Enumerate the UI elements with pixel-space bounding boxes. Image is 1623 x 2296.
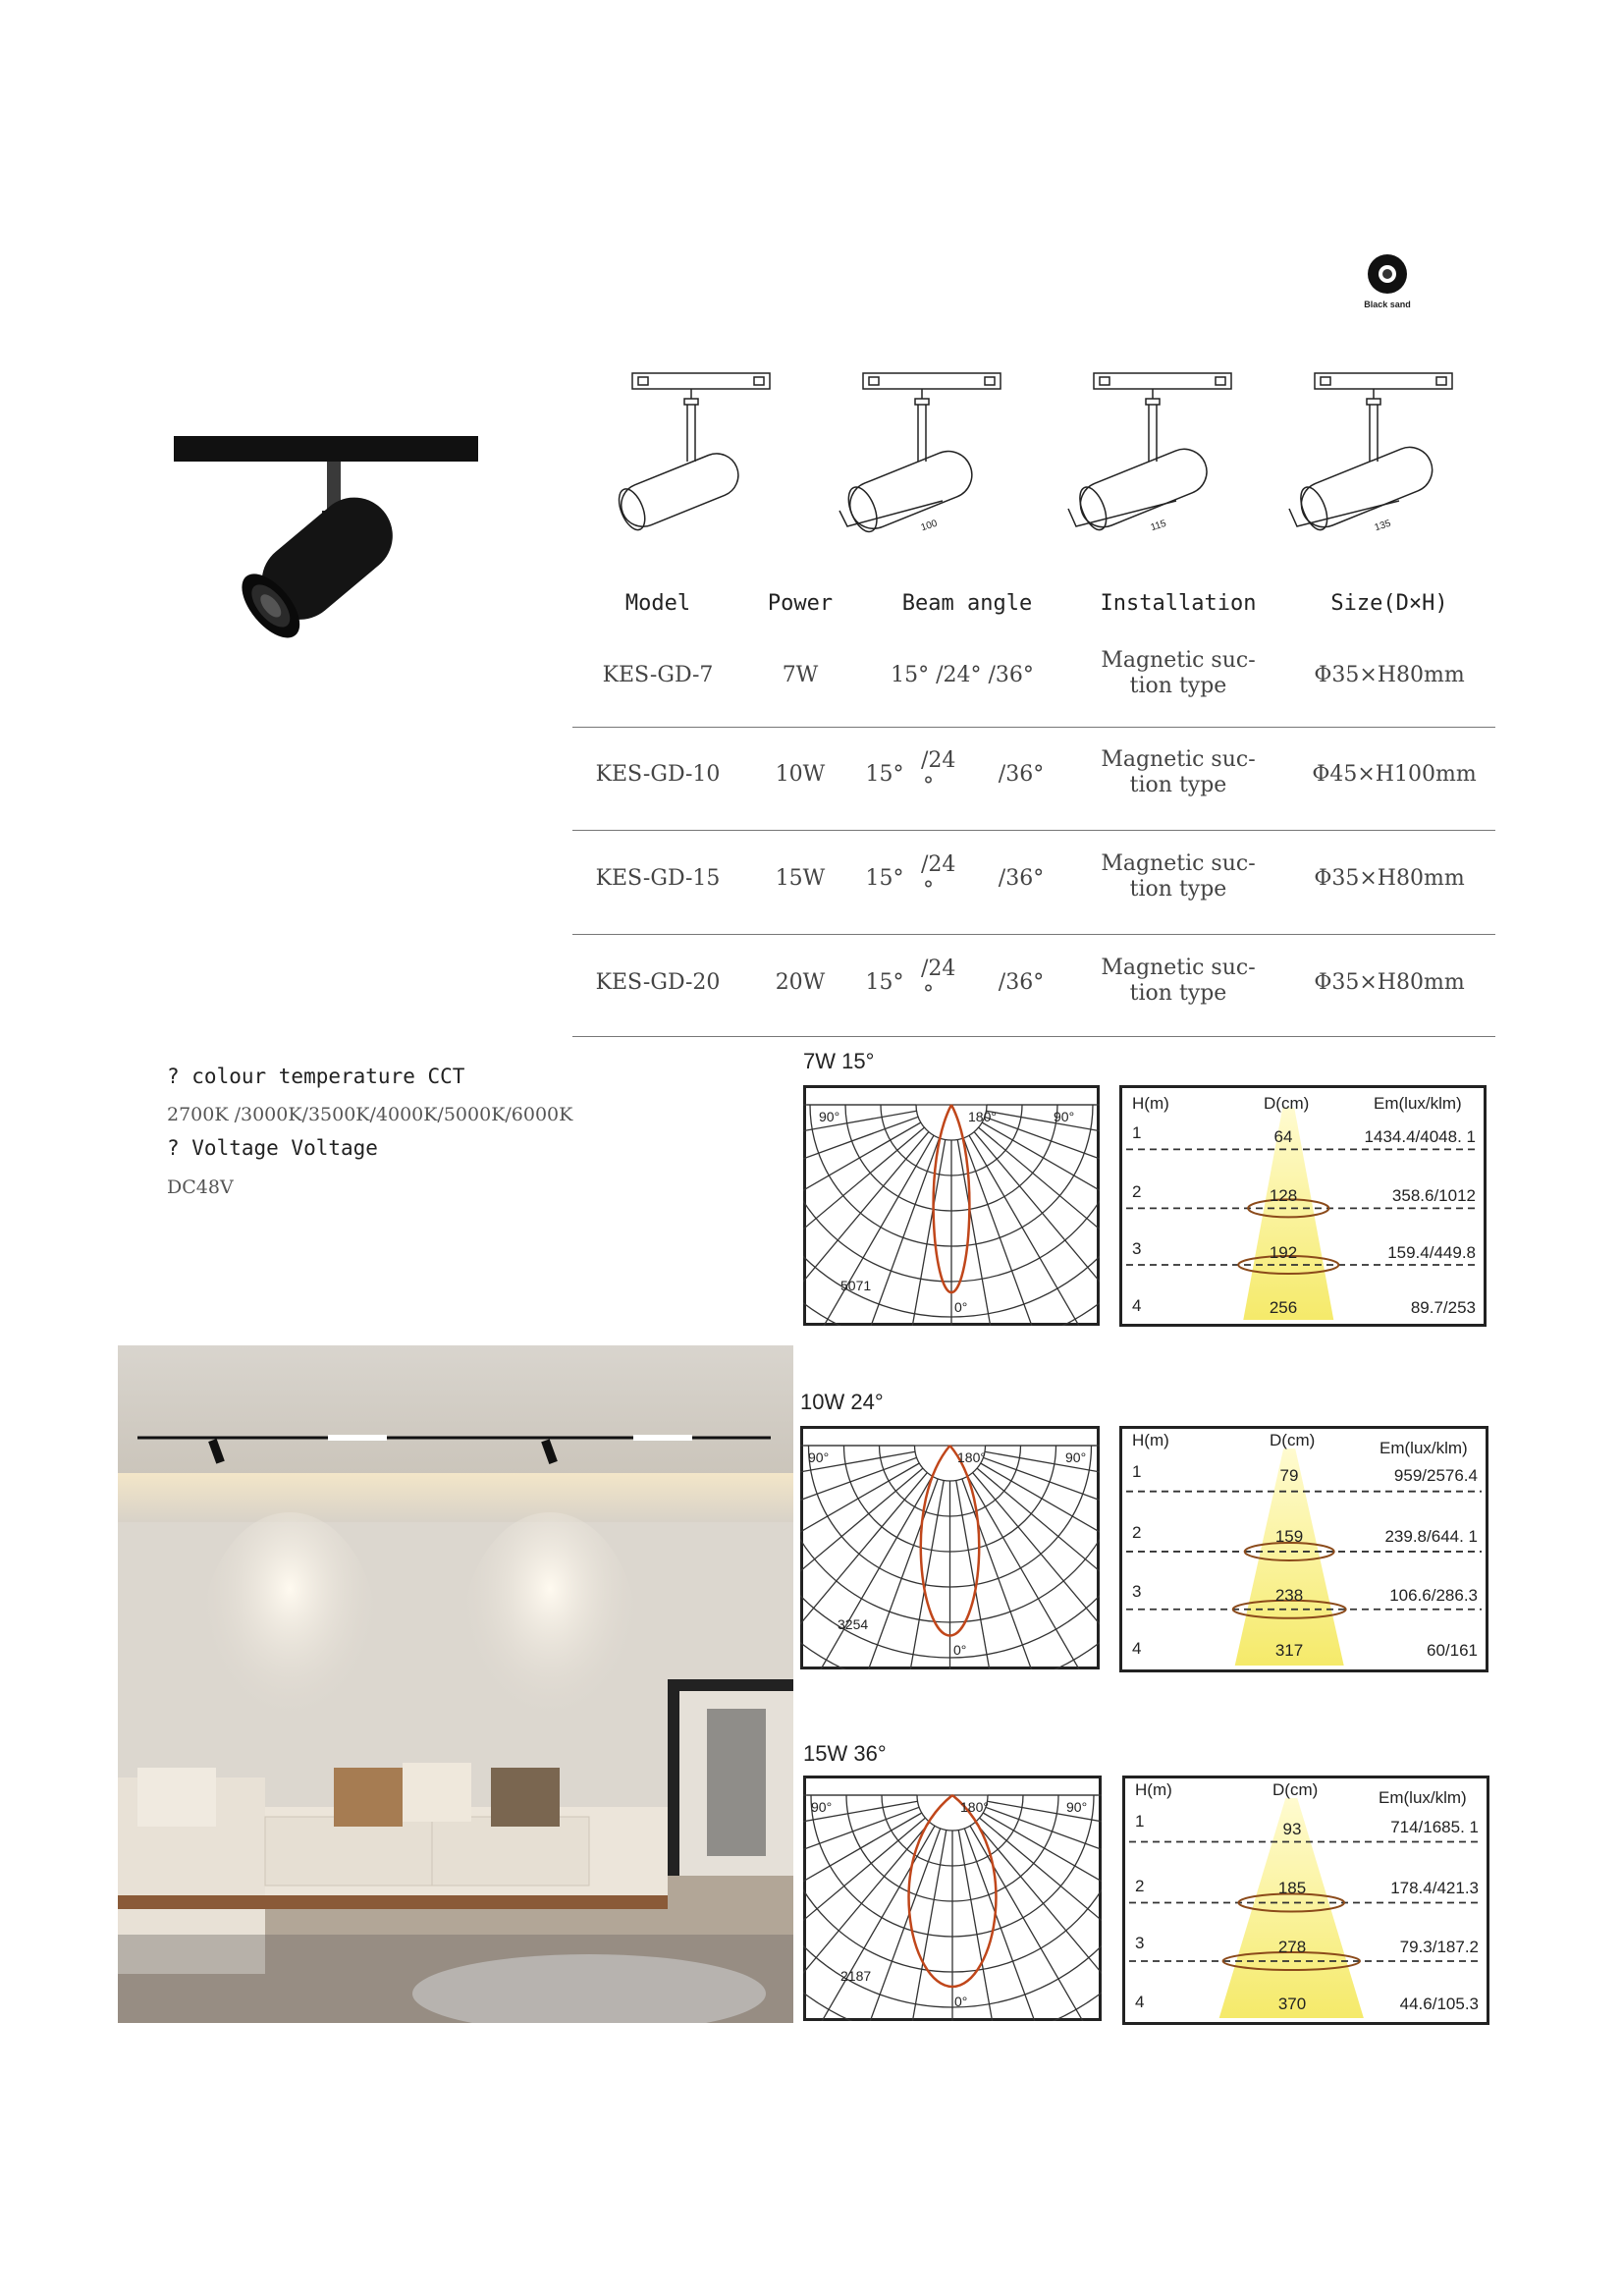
cell-installation <box>1080 747 1276 798</box>
row-h: 3 <box>1132 1582 1142 1601</box>
dim-label: 115 <box>1149 518 1168 534</box>
header-d: D(cm) <box>1270 1431 1316 1449</box>
cell-model: KES-GD-7 <box>602 663 714 687</box>
row-d: 128 <box>1269 1186 1298 1205</box>
row-em: 239.8/644. 1 <box>1384 1527 1478 1546</box>
polar-label-top: 180° <box>957 1449 986 1465</box>
row-em: 358.6/1012 <box>1391 1186 1476 1205</box>
room-photo <box>118 1345 793 2023</box>
polar-peak-value: 2187 <box>840 1968 872 1984</box>
beam-15: 15° <box>865 762 904 787</box>
cell-beam <box>864 663 1060 687</box>
row-em: 1434.4/4048. 1 <box>1364 1127 1476 1146</box>
install-line-1: Magnetic suc- <box>1101 956 1256 980</box>
cell-size: Φ35×H80mm <box>1314 970 1465 995</box>
polar-label-left: 90° <box>811 1799 833 1815</box>
cell-size: Φ35×H80mm <box>1314 663 1465 687</box>
illuminance-table <box>1119 1085 1487 1327</box>
row-divider <box>572 1036 1495 1037</box>
row-d: 370 <box>1277 1995 1307 2013</box>
polar-label-top: 180° <box>968 1109 997 1124</box>
cell-model: KES-GD-20 <box>595 970 721 995</box>
cell-size: Φ45×H100mm <box>1312 762 1477 787</box>
finish-label: Black sand <box>1364 300 1411 309</box>
cell-size: Φ35×H80mm <box>1314 866 1465 891</box>
row-d: 317 <box>1274 1641 1304 1660</box>
polar-peak-value: 3254 <box>838 1616 869 1632</box>
polar-diagram <box>800 1426 1100 1669</box>
polar-label-top: 180° <box>960 1799 989 1815</box>
polar-label-right: 90° <box>1066 1799 1088 1815</box>
row-divider <box>572 727 1495 728</box>
install-line-1: Magnetic suc- <box>1101 747 1256 772</box>
row-em: 79.3/187.2 <box>1399 1938 1479 1956</box>
polar-label-right: 90° <box>1054 1109 1075 1124</box>
photometric-title: 10W 24° <box>800 1390 884 1414</box>
row-d: 159 <box>1274 1527 1304 1546</box>
row-d: 79 <box>1279 1466 1299 1485</box>
header-d: D(cm) <box>1264 1094 1310 1113</box>
header-em: Em(lux/klm) <box>1374 1094 1462 1113</box>
beam-36: /36° <box>998 970 1045 995</box>
drawing-10w <box>839 373 1001 535</box>
header-h: H(m) <box>1132 1094 1169 1113</box>
beam-24-deg: ° <box>923 982 934 1007</box>
header-installation: Installation <box>1100 591 1257 616</box>
row-h: 4 <box>1132 1296 1142 1315</box>
drawing-7w <box>614 373 770 533</box>
install-line-1: Magnetic suc- <box>1101 648 1256 673</box>
light-cone <box>1122 1088 1484 1324</box>
row-em: 60/161 <box>1427 1641 1478 1660</box>
row-em: 714/1685. 1 <box>1390 1818 1479 1836</box>
cell-model: KES-GD-10 <box>595 762 721 787</box>
row-em: 959/2576.4 <box>1393 1466 1478 1485</box>
row-em: 159.4/449.8 <box>1387 1243 1476 1262</box>
cell-installation <box>1080 956 1276 1007</box>
row-em: 178.4/421.3 <box>1390 1879 1479 1897</box>
photometric-title: 15W 36° <box>803 1741 887 1766</box>
beam-24-deg: ° <box>923 774 934 798</box>
polar-label-bottom: 0° <box>953 1642 967 1658</box>
header-em: Em(lux/klm) <box>1380 1439 1468 1457</box>
beam-24: /24 <box>921 957 956 981</box>
row-em: 89.7/253 <box>1410 1298 1476 1317</box>
install-line-2: tion type <box>1129 773 1227 797</box>
beam-36: /36° <box>988 663 1034 687</box>
drawing-15w <box>1068 373 1231 534</box>
product-photo <box>172 432 481 687</box>
voltage-value: DC48V <box>167 1176 234 1198</box>
row-h: 2 <box>1132 1523 1142 1542</box>
row-d: 256 <box>1269 1298 1298 1317</box>
light-cone <box>1122 1429 1486 1669</box>
header-em: Em(lux/klm) <box>1379 1788 1467 1807</box>
beam-24: /24 <box>921 852 956 877</box>
voltage-label: ? Voltage Voltage <box>167 1136 378 1160</box>
polar-label-left: 90° <box>819 1109 840 1124</box>
row-h: 4 <box>1135 1993 1145 2011</box>
install-line-1: Magnetic suc- <box>1101 851 1256 876</box>
row-em: 106.6/286.3 <box>1389 1586 1478 1605</box>
light-cone <box>1125 1778 1487 2022</box>
dim-label: 135 <box>1373 518 1392 534</box>
drawing-20w <box>1289 373 1452 534</box>
install-line-2: tion type <box>1129 674 1227 698</box>
cell-power: 20W <box>775 970 826 995</box>
beam-24: /24° <box>936 663 982 687</box>
polar-label-left: 90° <box>808 1449 830 1465</box>
polar-label-bottom: 0° <box>954 1299 968 1315</box>
row-h: 3 <box>1135 1934 1145 1952</box>
install-line-2: tion type <box>1129 877 1227 902</box>
polar-label-bottom: 0° <box>954 1994 968 2009</box>
header-h: H(m) <box>1135 1780 1172 1799</box>
polar-diagram <box>803 1085 1100 1326</box>
dim-label: 100 <box>919 518 939 534</box>
row-h: 1 <box>1132 1462 1142 1481</box>
row-d: 185 <box>1277 1879 1307 1897</box>
beam-15: 15° <box>865 866 904 891</box>
black-sand-swatch-icon <box>1350 248 1429 298</box>
row-h: 2 <box>1135 1877 1145 1895</box>
header-beam-angle: Beam angle <box>901 591 1033 616</box>
row-h: 4 <box>1132 1639 1142 1658</box>
beam-24: /24 <box>921 748 956 773</box>
beam-36: /36° <box>998 762 1045 787</box>
cell-installation <box>1080 851 1276 902</box>
row-h: 1 <box>1132 1123 1142 1142</box>
row-h: 1 <box>1135 1812 1145 1831</box>
polar-diagram <box>803 1776 1102 2021</box>
beam-36: /36° <box>998 866 1045 891</box>
illuminance-table <box>1119 1426 1488 1672</box>
beam-15: 15° <box>891 663 930 687</box>
cell-installation <box>1080 648 1276 699</box>
cell-power: 10W <box>775 762 826 787</box>
row-d: 64 <box>1273 1127 1293 1146</box>
cell-power: 15W <box>775 866 826 891</box>
row-h: 3 <box>1132 1239 1142 1258</box>
install-line-2: tion type <box>1129 981 1227 1006</box>
finish-swatch <box>1350 248 1429 317</box>
row-h: 2 <box>1132 1182 1142 1201</box>
row-d: 192 <box>1269 1243 1298 1262</box>
illuminance-table <box>1122 1776 1489 2025</box>
beam-15: 15° <box>865 970 904 995</box>
cct-label: ? colour temperature CCT <box>167 1065 465 1088</box>
row-em: 44.6/105.3 <box>1399 1995 1479 2013</box>
polar-label-right: 90° <box>1065 1449 1087 1465</box>
cell-model: KES-GD-15 <box>595 866 721 891</box>
header-d: D(cm) <box>1272 1780 1319 1799</box>
header-size: Size(D×H) <box>1330 591 1448 616</box>
polar-peak-value: 5071 <box>840 1278 872 1293</box>
header-model: Model <box>624 591 691 616</box>
photometric-title: 7W 15° <box>803 1049 875 1073</box>
header-power: Power <box>767 591 834 616</box>
polar-chart <box>800 1426 1100 1669</box>
cell-power: 7W <box>782 663 819 687</box>
row-d: 93 <box>1282 1820 1302 1838</box>
line-drawings <box>589 363 1492 570</box>
row-d: 238 <box>1274 1586 1304 1605</box>
row-divider <box>572 830 1495 831</box>
row-d: 278 <box>1277 1938 1307 1956</box>
cct-value: 2700K /3000K/3500K/4000K/5000K/6000K <box>167 1104 573 1125</box>
polar-chart <box>803 1776 1102 2021</box>
header-h: H(m) <box>1132 1431 1169 1449</box>
row-divider <box>572 934 1495 935</box>
beam-24-deg: ° <box>923 878 934 902</box>
